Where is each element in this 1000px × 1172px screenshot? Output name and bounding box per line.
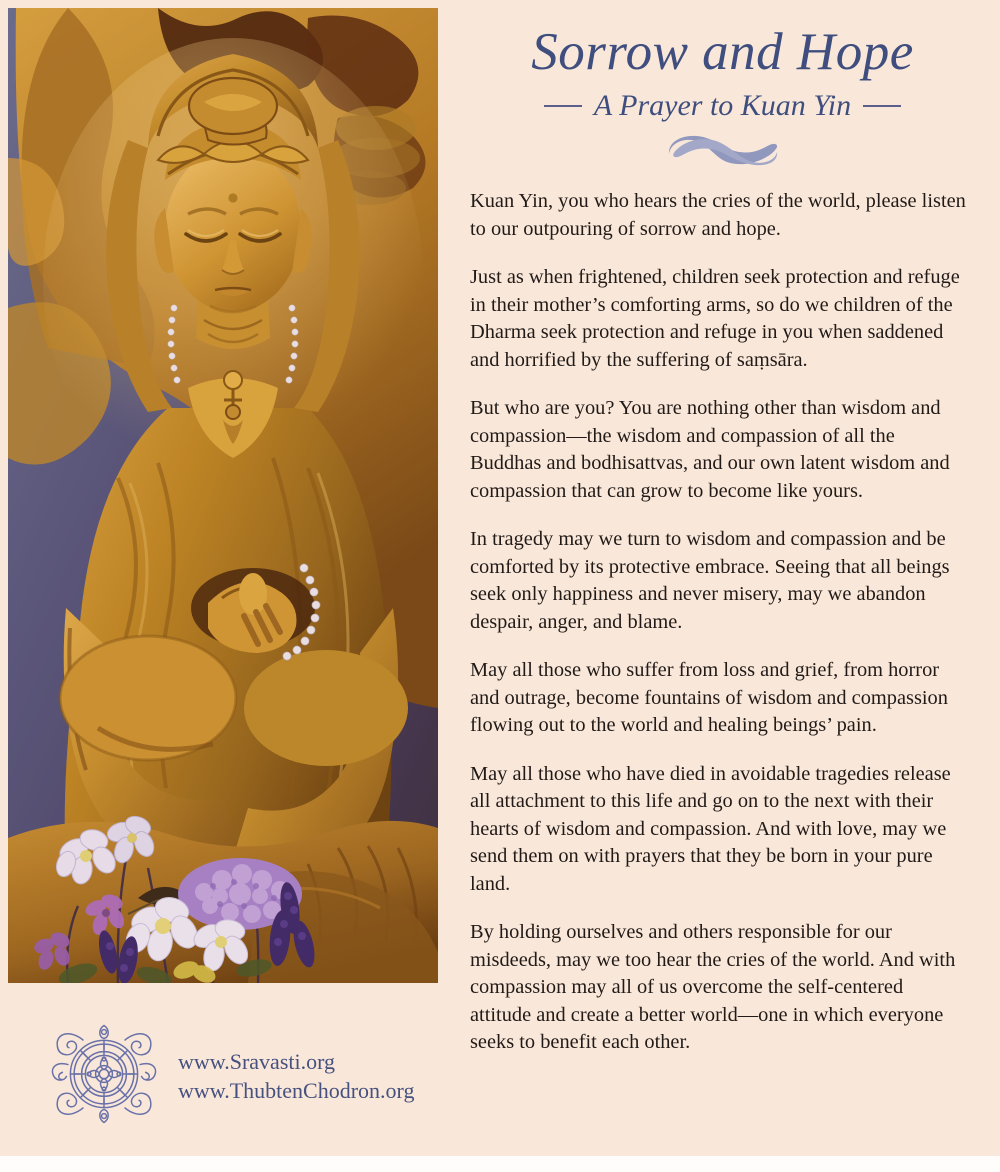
flourish-ornament-icon [663,132,783,168]
em-dash-rule-icon [863,105,901,107]
kuan-yin-wood-carving-photo [8,8,438,983]
thubtenchodron-url[interactable]: www.ThubtenChodron.org [178,1078,415,1103]
bottom-edge-strip [0,1156,1000,1172]
subtitle-row [470,89,975,123]
prayer-paragraph: May all those who have died in avoidable tragedies release all attachment to this life and go on to the next with their hearts of wisdom and compassion. And with love, may we send them on with prayers that they be born in your pure land. [470,762,951,895]
prayer-paragraph: In tragedy may we turn to wisdom and compassion and be comforted by its protective embrace. Seeing that all beings seek only happiness and never misery, may we abandon despair, anger, and blame. [470,528,950,633]
prayer-body [470,188,975,1057]
prayer-paragraph: But who are you? You are nothing other than wisdom and compassion—the wisdom and compassion of all the Buddhas and bodhisattvas, and our own latent wisdom and compassion that can grow to become like yours. [470,397,950,502]
dharma-wheel-logo-icon [48,1018,160,1130]
footer [48,1014,448,1134]
prayer-paragraph: Just as when frightened, children seek protection and refuge in their mother’s comforting arms, so do we children of the Dharma seek protection and refuge in you when saddened and horrified by the suffering of saṃsāra. [470,266,960,371]
sravasti-url[interactable]: www.Sravasti.org [178,1049,336,1074]
page-subtitle: A Prayer to Kuan Yin [593,89,852,122]
prayer-paragraph: Kuan Yin, you who hears the cries of the world, please listen to our outpouring of sorrow and hope. [470,190,966,240]
prayer-paragraph: By holding ourselves and others responsible for our misdeeds, may we too hear the cries of the world. And with compassion may all of us overcome the self-centered attitude and create a better world—one in which everyone seeks to benefit each other. [470,921,956,1053]
prayer-content [470,0,975,1172]
page-title: Sorrow and Hope [531,23,914,81]
em-dash-rule-icon [544,105,582,107]
title-block [470,0,975,168]
website-links [178,1043,414,1105]
prayer-paragraph: May all those who suffer from loss and grief, from horror and outrage, become fountains of wisdom and compassion flowing out to the world and healing beings’ pain. [470,659,948,736]
